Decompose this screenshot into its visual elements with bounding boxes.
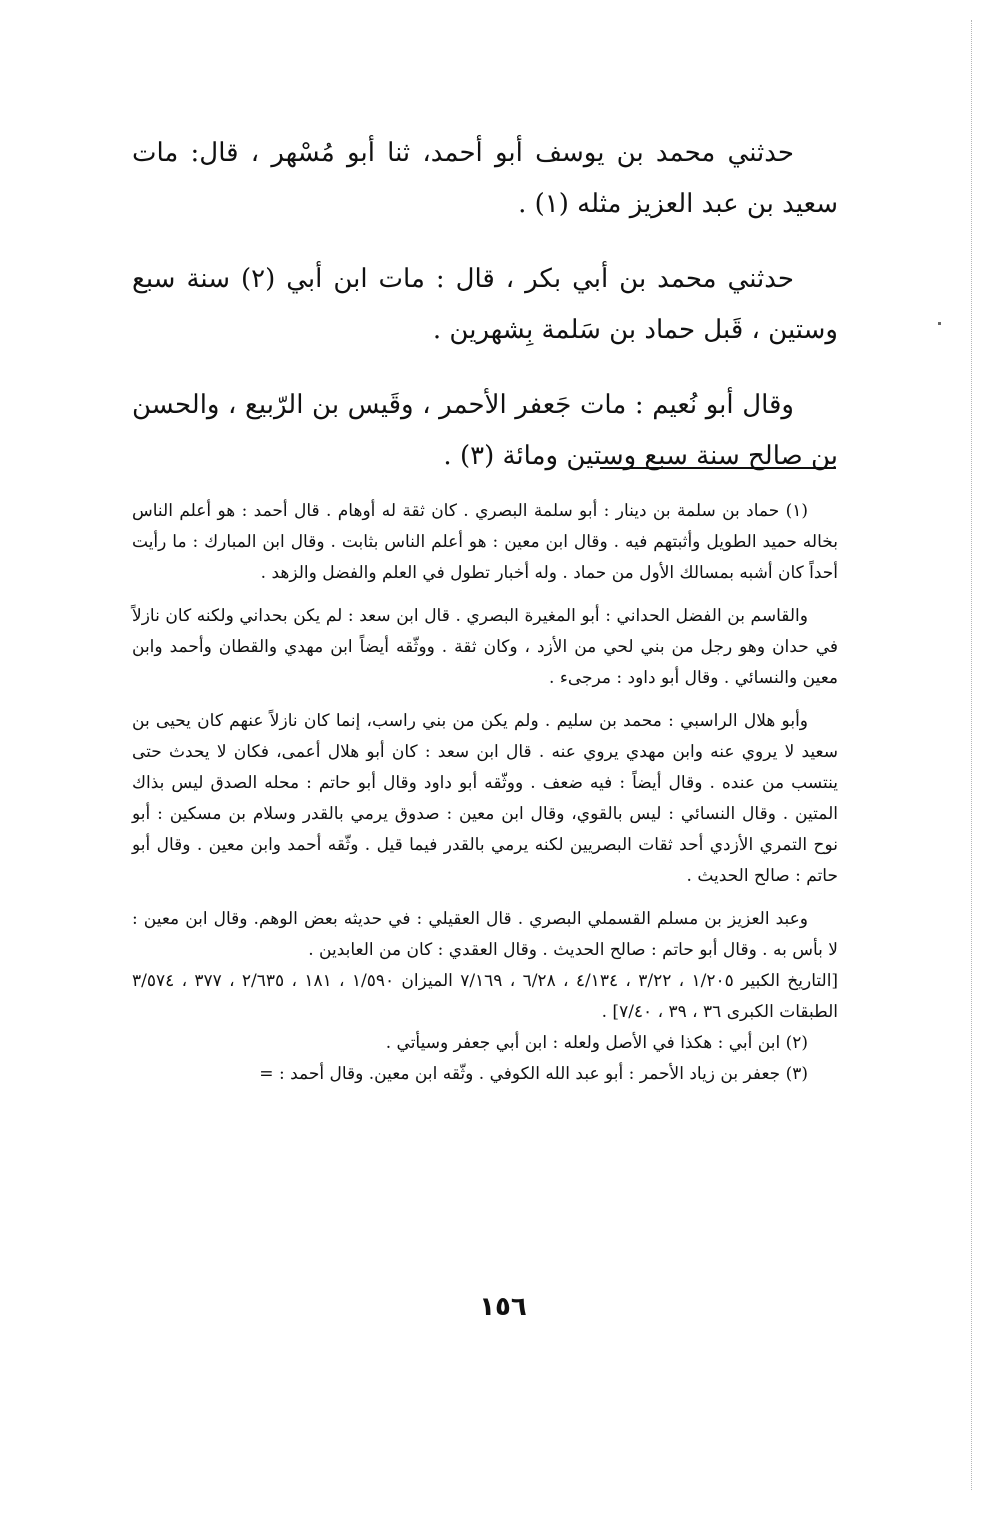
footnote-separator [600, 467, 836, 469]
footnote-1-abd-alaziz: وعبد العزيز بن مسلم القسملي البصري . قال العقيلي : في حديثه بعض الوهم. وقال ابن معين : لا بأس به . وقال أبو حاتم : صالح الحديث . وقال العقدي : كان من العابدين . [132, 909, 838, 960]
footnote-3: (٣) جعفر بن زياد الأحمر : أبو عبد الله الكوفي . وثّقه ابن معين. وقال أحمد : = [259, 1064, 808, 1084]
main-paragraph-3: وقال أبو نُعيم : مات جَعفر الأحمر ، وقَيس بن الرّبيع ، والحسن بن صالح سنة سبع وستين ومائة (٣) . [132, 390, 838, 471]
footnotes [132, 496, 838, 1090]
footnote-1-abu-hilal: وأبو هلال الراسبي : محمد بن سليم . ولم يكن من بني راسب، إنما كان نازلاً عنهم كان يحيى بن سعيد لا يروي عنه وابن مهدي يروي عنه . قال ابن سعد : كان أبو هلال أعمى، فكان لا يحدث حتى ينتسب من عنده . وقال أيضاً : فيه ضعف . ووثّقه أبو داود وقال أبو حاتم : محله الصدق ليس بذاك المتين . وقال النسائي : ليس بالقوي، وقال ابن معين : صدوق يرمي بالقدر وسلام بن مسكين : أبو نوح التمري الأزدي أحد ثقات البصريين لكنه يرمي بالقدر فيما قيل . وثّقه أحمد وابن معين . وقال أبو حاتم : صالح الحديث . [132, 711, 838, 886]
main-paragraph-1: حدثني محمد بن يوسف أبو أحمد، ثنا أبو مُسْهر ، قال: مات سعيد بن عبد العزيز مثله (١) . [132, 138, 838, 219]
footnote-1-sources: [التاريخ الكبير ١/٢٠٥ ، ٣/٢٢ ، ٤/١٣٤ ، ٦/٢٨ ، ٧/١٦٩ الميزان ١/٥٩٠ ، ١٨١ ، ٢/٦٣٥ ، ٣٧٧ ، ٣/٥٧٤ الطبقات الكبرى ٣٦ ، ٣٩ ، ٧/٤٠] . [132, 971, 839, 1022]
scan-mark [938, 322, 941, 325]
scan-edge-dots [971, 20, 972, 1490]
footnote-1-qasim: والقاسم بن الفضل الحداني : أبو المغيرة البصري . قال ابن سعد : لم يكن بحداني ولكنه كان نازلاً في حدان وهو رجل من بني لحي من الأزد ، وكان ثقة . ووثّقه أيضاً ابن مهدي والقطان وأحمد وابن معين والنسائي . وقال أبو داود : مرجىء . [132, 606, 838, 688]
footnote-1-hammad: (١) حماد بن سلمة بن دينار : أبو سلمة البصري . كان ثقة له أوهام . قال أحمد : هو أعلم الناس بخاله حميد الطويل وأثبتهم فيه . وقال ابن معين : هو أعلم الناس بثابت . وقال ابن المبارك : ما رأيت أحداً كان أشبه بمسالك الأول من حماد . وله أخبار تطول في العلم والفضل والزهد . [132, 501, 838, 583]
footnote-2: (٢) ابن أبي : هكذا في الأصل ولعله : ابن أبي جعفر وسيأتي . [385, 1033, 808, 1053]
main-paragraph-2: حدثني محمد بن أبي بكر ، قال : مات ابن أبي (٢) سنة سبع وستين ، قَبل حماد بن سَلمة بِشهرين . [132, 264, 838, 345]
main-text [132, 128, 838, 506]
page-number: ١٥٦ [479, 1292, 527, 1322]
